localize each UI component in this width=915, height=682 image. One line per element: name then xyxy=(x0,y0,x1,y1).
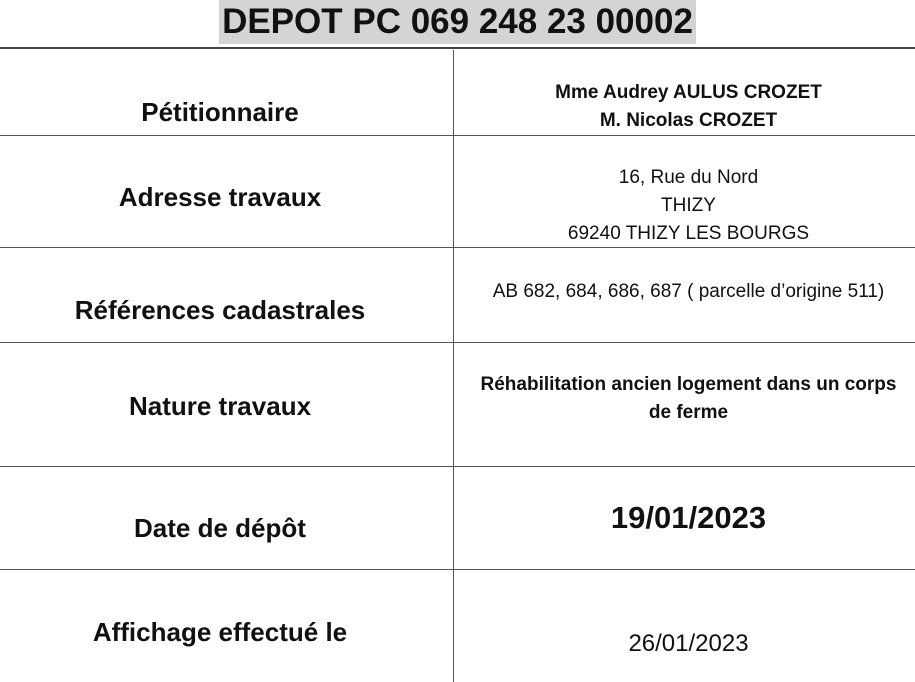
adresse-line-3: 69240 THIZY LES BOURGS xyxy=(567,223,810,244)
date-depot-value: 19/01/2023 xyxy=(610,500,767,535)
nature-line-2: de ferme xyxy=(648,402,729,423)
title-bar xyxy=(0,0,915,46)
nature-line-1: Réhabilitation ancien logement dans un corps xyxy=(480,374,897,395)
date-depot-label: Date de dépôt xyxy=(134,513,306,543)
row-divider-4 xyxy=(0,466,915,467)
row-divider-5 xyxy=(0,569,915,570)
references-label: Références cadastrales xyxy=(74,295,366,325)
row-divider-1 xyxy=(0,135,915,136)
nature-label: Nature travaux xyxy=(128,391,312,421)
column-divider xyxy=(453,50,454,682)
page-title: DEPOT PC 069 248 23 00002 xyxy=(219,0,696,44)
petitionnaire-line-2: M. Nicolas CROZET xyxy=(599,110,778,131)
adresse-label: Adresse travaux xyxy=(118,182,322,212)
adresse-value xyxy=(462,164,915,248)
affichage-value: 26/01/2023 xyxy=(628,630,749,657)
adresse-line-2: THIZY xyxy=(661,195,716,216)
petitionnaire-label: Pétitionnaire xyxy=(141,97,299,127)
nature-value xyxy=(462,371,915,427)
adresse-line-1: 16, Rue du Nord xyxy=(618,167,759,188)
petitionnaire-value xyxy=(462,79,915,135)
references-line-1: AB 682, 684, 686, 687 ( parcelle d’origine 511) xyxy=(492,281,885,302)
affichage-label: Affichage effectué le xyxy=(92,617,348,647)
title-divider xyxy=(0,47,915,49)
references-value xyxy=(462,278,915,306)
row-divider-3 xyxy=(0,342,915,343)
petitionnaire-line-1: Mme Audrey AULUS CROZET xyxy=(555,82,822,103)
